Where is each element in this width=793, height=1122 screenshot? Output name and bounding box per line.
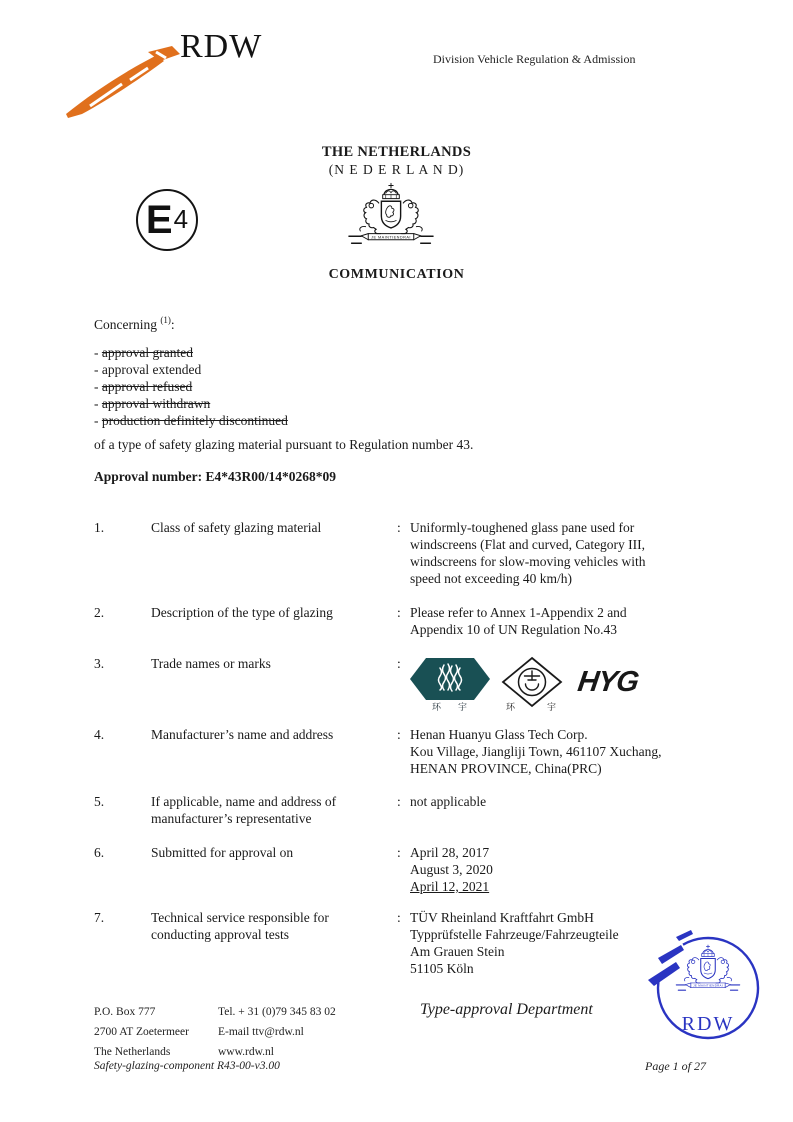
subject-line: of a type of safety glazing material pursuant to Regulation number 43.: [94, 437, 474, 452]
item-2-description: [94, 604, 734, 638]
dash: -: [94, 379, 99, 394]
value-line: Please refer to Annex 1-Appendix 2 and: [410, 605, 627, 620]
value-line: HENAN PROVINCE, China(PRC): [410, 761, 602, 776]
item-label: [151, 604, 397, 638]
email-line: E-mail ttv@rdw.nl: [218, 1026, 304, 1038]
colon: :: [397, 520, 401, 535]
option-approval-withdrawn: [94, 395, 706, 412]
e-mark-number: 4: [173, 204, 189, 234]
value-line: Typprüfstelle Fahrzeuge/Fahrzeugteile: [410, 927, 619, 942]
item-number: 4.: [94, 727, 105, 742]
dash: -: [94, 345, 99, 360]
value-line: 51105 Köln: [410, 961, 474, 976]
footer-contact: [218, 1002, 336, 1062]
huanyu-diamond-logo-icon: [501, 656, 563, 714]
dash: -: [94, 413, 99, 428]
option-text: production definitely discontinued: [101, 413, 288, 428]
huanyu-hexagon-logo-icon: [410, 656, 492, 712]
diamond-char-left: 环: [506, 702, 516, 712]
value-line: windscreens for slow-moving vehicles with: [410, 554, 646, 569]
label-line: manufacturer’s representative: [151, 811, 312, 826]
option-text: approval extended: [101, 362, 202, 377]
option-approval-granted: [94, 344, 706, 361]
colon: :: [170, 317, 175, 332]
page-number: Page 1 of 27: [645, 1059, 706, 1073]
item-label: [151, 519, 397, 587]
item-number: 2.: [94, 605, 105, 620]
colon: :: [397, 727, 401, 742]
item-number: 5.: [94, 794, 105, 809]
value-line: Kou Village, Jiangliji Town, 461107 Xuchang,: [410, 744, 662, 759]
item-label: [151, 726, 397, 777]
label-line: Description of the type of glazing: [151, 605, 333, 620]
trademark-logos: [410, 656, 734, 714]
dash: -: [94, 362, 99, 377]
label-line: Class of safety glazing material: [151, 520, 322, 535]
address-line: The Netherlands: [94, 1046, 171, 1058]
option-text: approval refused: [101, 379, 193, 394]
colon: :: [397, 910, 401, 925]
colon: :: [397, 605, 401, 620]
option-approval-refused: [94, 378, 706, 395]
item-value: [410, 844, 734, 895]
option-approval-extended: [94, 361, 706, 378]
item-label: [151, 655, 397, 714]
item-value: [410, 726, 734, 777]
option-text: approval withdrawn: [101, 396, 211, 411]
department-title: Type-approval Department: [420, 1001, 593, 1018]
address-line: P.O. Box 777: [94, 1006, 156, 1018]
approval-number-label: Approval number:: [94, 469, 203, 484]
coat-of-arms-icon: [347, 182, 435, 252]
value-line: speed not exceeding 40 km/h): [410, 571, 572, 586]
item-7-technical-service: [94, 909, 734, 977]
label-line: Technical service responsible for: [151, 910, 329, 925]
item-5-representative: [94, 793, 734, 827]
item-value: [410, 793, 734, 827]
label-line: conducting approval tests: [151, 927, 289, 942]
diamond-char-right: 宇: [547, 702, 557, 712]
item-value: [410, 604, 734, 638]
value-line-underlined: April 12, 2021: [410, 879, 490, 894]
address-line: 2700 AT Zoetermeer: [94, 1026, 189, 1038]
item-number: 1.: [94, 520, 105, 535]
item-value: [410, 519, 734, 587]
option-production-discontinued: [94, 412, 706, 429]
item-6-submitted: [94, 844, 734, 895]
colon: :: [397, 845, 401, 860]
item-label: [151, 844, 397, 895]
value-line: Am Grauen Stein: [410, 944, 505, 959]
hyg-logo: HYG: [575, 666, 641, 698]
rdw-stamp-icon: [646, 928, 772, 1058]
item-value: [410, 655, 734, 714]
hexagon-char-left: 环: [432, 702, 442, 712]
value-line: August 3, 2020: [410, 862, 493, 877]
label-line: Trade names or marks: [151, 656, 271, 671]
country-title: THE NETHERLANDS: [321, 144, 472, 160]
footnote-ref: (1): [160, 315, 171, 325]
stamp-brand-text: RDW: [681, 1013, 735, 1035]
value-line: not applicable: [410, 794, 487, 809]
value-line: Appendix 10 of UN Regulation No.43: [410, 622, 617, 637]
document-id: Safety-glazing-component R43-00-v3.00: [94, 1060, 280, 1072]
item-3-trade-marks: [94, 655, 734, 714]
label-line: If applicable, name and address of: [151, 794, 337, 809]
value-line: Uniformly-toughened glass pane used for: [410, 520, 635, 535]
item-label: [151, 909, 397, 977]
items-section: [94, 519, 734, 993]
label-line: Manufacturer’s name and address: [151, 727, 334, 742]
item-number: 3.: [94, 656, 105, 671]
website-line: www.rdw.nl: [218, 1046, 275, 1058]
rdw-wordmark: RDW: [180, 28, 263, 65]
division-title: Division Vehicle Regulation & Admission: [433, 52, 636, 66]
item-number: 6.: [94, 845, 105, 860]
label-line: Submitted for approval on: [151, 845, 294, 860]
e4-approval-mark: [136, 189, 198, 251]
value-line: windscreens (Flat and curved, Category III,: [410, 537, 646, 552]
hexagon-char-right: 宇: [458, 702, 468, 712]
dash: -: [94, 396, 99, 411]
concerning-options: [94, 344, 706, 429]
colon: :: [397, 794, 401, 809]
concerning-section: [94, 316, 706, 485]
concerning-label: Concerning: [94, 317, 157, 332]
colon: :: [397, 656, 401, 671]
phone-line: Tel. + 31 (0)79 345 83 02: [218, 1006, 336, 1018]
communication-heading: COMMUNICATION: [328, 267, 465, 282]
value-line: Henan Huanyu Glass Tech Corp.: [410, 727, 588, 742]
e-mark-letter: E: [145, 198, 173, 242]
concerning-heading: [94, 316, 706, 333]
item-1-class: [94, 519, 734, 587]
rdw-logo-icon: [60, 44, 186, 122]
value-line: TÜV Rheinland Kraftfahrt GmbH: [410, 910, 594, 925]
item-number: 7.: [94, 910, 105, 925]
item-label: [151, 793, 397, 827]
country-subtitle: (N E D E R L A N D): [328, 162, 465, 177]
approval-number-value: E4*43R00/14*0268*09: [205, 469, 337, 484]
option-text: approval granted: [101, 345, 193, 360]
footer-address: [94, 1002, 189, 1062]
approval-number-line: [94, 468, 706, 485]
value-line: April 28, 2017: [410, 845, 490, 860]
item-4-manufacturer: [94, 726, 734, 777]
